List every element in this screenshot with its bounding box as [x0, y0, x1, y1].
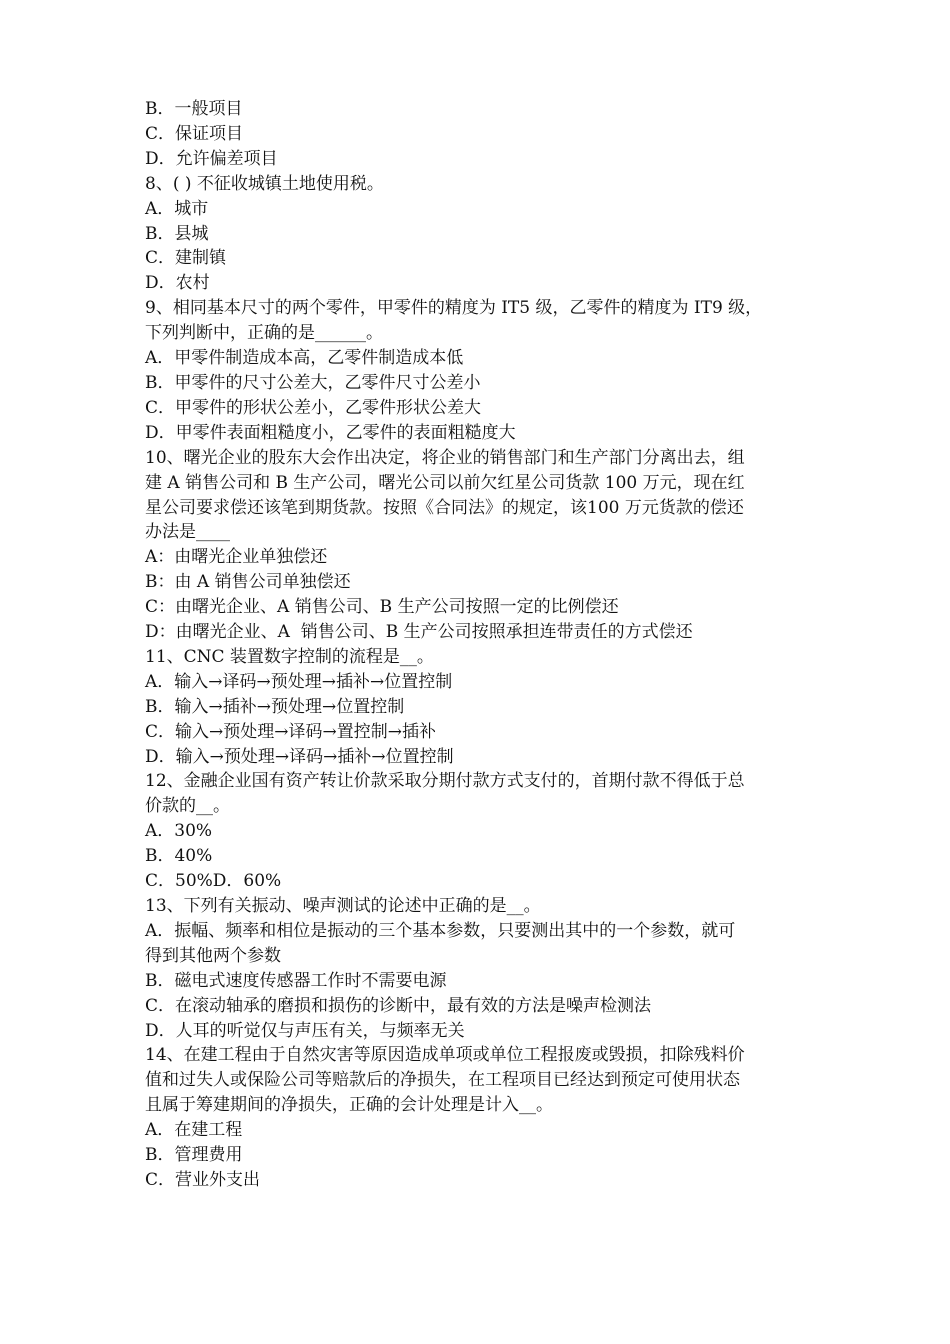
- option-c-q7: C．保证项目: [145, 123, 244, 144]
- question-10-cont-1: 建 A 销售公司和 B 生产公司，曙光公司以前欠红星公司货款 100 万元，现在红: [145, 472, 745, 493]
- option-b-q14: B．管理费用: [145, 1145, 243, 1166]
- option-c-q10: C：由曙光企业、A 销售公司、B 生产公司按照一定的比例偿还: [145, 597, 619, 618]
- question-8: 8、( ) 不征收城镇土地使用税。: [145, 173, 384, 194]
- option-cd-q12: C．50%D．60%: [145, 871, 282, 892]
- question-11: 11、CNC 装置数字控制的流程是__。: [145, 646, 434, 667]
- question-9: 9、相同基本尺寸的两个零件，甲零件的精度为 IT5 级，乙零件的精度为 IT9 级，: [145, 298, 763, 319]
- option-c-q9: C．甲零件的形状公差小，乙零件形状公差大: [145, 397, 482, 418]
- option-a-q13-cont: 得到其他两个参数: [145, 945, 281, 966]
- option-a-q11: A．输入→译码→预处理→插补→位置控制: [145, 671, 453, 692]
- option-a-q9: A．甲零件制造成本高，乙零件制造成本低: [145, 348, 464, 369]
- option-d-q7: D．允许偏差项目: [145, 148, 278, 169]
- question-10-cont-3: 办法是____: [145, 522, 230, 543]
- option-a-q14: A．在建工程: [145, 1120, 243, 1141]
- option-d-q13: D．人耳的听觉仅与声压有关，与频率无关: [145, 1020, 465, 1041]
- option-c-q14: C．营业外支出: [145, 1169, 261, 1190]
- option-d-q10: D：由曙光企业、A 销售公司、B 生产公司按照承担连带责任的方式偿还: [145, 622, 693, 643]
- option-a-q10: A：由曙光企业单独偿还: [145, 547, 328, 568]
- option-a-q12: A．30%: [145, 821, 213, 842]
- option-a-q13: A．振幅、频率和相位是振动的三个基本参数，只要测出其中的一个参数，就可: [145, 920, 736, 941]
- question-12: 12、金融企业国有资产转让价款采取分期付款方式支付的，首期付款不得低于总: [145, 771, 745, 792]
- option-b-q7: B．一般项目: [145, 99, 243, 119]
- option-c-q8: C．建制镇: [145, 248, 227, 269]
- option-b-q8: B．县城: [145, 223, 209, 244]
- document-page: [145, 97, 815, 1193]
- question-12-cont: 价款的__。: [145, 796, 230, 817]
- option-d-q8: D．农村: [145, 273, 210, 294]
- option-c-q13: C．在滚动轴承的磨损和损伤的诊断中，最有效的方法是噪声检测法: [145, 995, 652, 1016]
- question-9-cont: 下列判断中，正确的是______。: [145, 323, 383, 344]
- option-b-q11: B．输入→插补→预处理→位置控制: [145, 696, 405, 717]
- question-10-cont-2: 星公司要求偿还该笔到期货款。按照《合同法》的规定，该100 万元货款的偿还: [145, 497, 744, 518]
- option-d-q9: D．甲零件表面粗糙度小，乙零件的表面粗糙度大: [145, 422, 516, 443]
- question-10: 10、曙光企业的股东大会作出决定，将企业的销售部门和生产部门分离出去，组: [145, 447, 745, 468]
- question-13: 13、下列有关振动、噪声测试的论述中正确的是__。: [145, 896, 541, 916]
- option-b-q13: B．磁电式速度传感器工作时不需要电源: [145, 970, 447, 991]
- question-14-cont-1: 值和过失人或保险公司等赔款后的净损失，在工程项目已经达到预定可使用状态: [145, 1070, 740, 1091]
- option-b-q9: B．甲零件的尺寸公差大，乙零件尺寸公差小: [145, 372, 481, 393]
- question-14-cont-2: 且属于筹建期间的净损失，正确的会计处理是计入__。: [145, 1095, 553, 1116]
- option-d-q11: D．输入→预处理→译码→插补→位置控制: [145, 746, 454, 767]
- option-b-q10: B：由 A 销售公司单独偿还: [145, 572, 351, 593]
- option-a-q8: A．城市: [145, 198, 209, 219]
- option-b-q12: B．40%: [145, 846, 213, 867]
- question-14: 14、在建工程由于自然灾害等原因造成单项或单位工程报废或毁损，扣除残料价: [145, 1045, 745, 1066]
- option-c-q11: C．输入→预处理→译码→置控制→插补: [145, 721, 436, 742]
